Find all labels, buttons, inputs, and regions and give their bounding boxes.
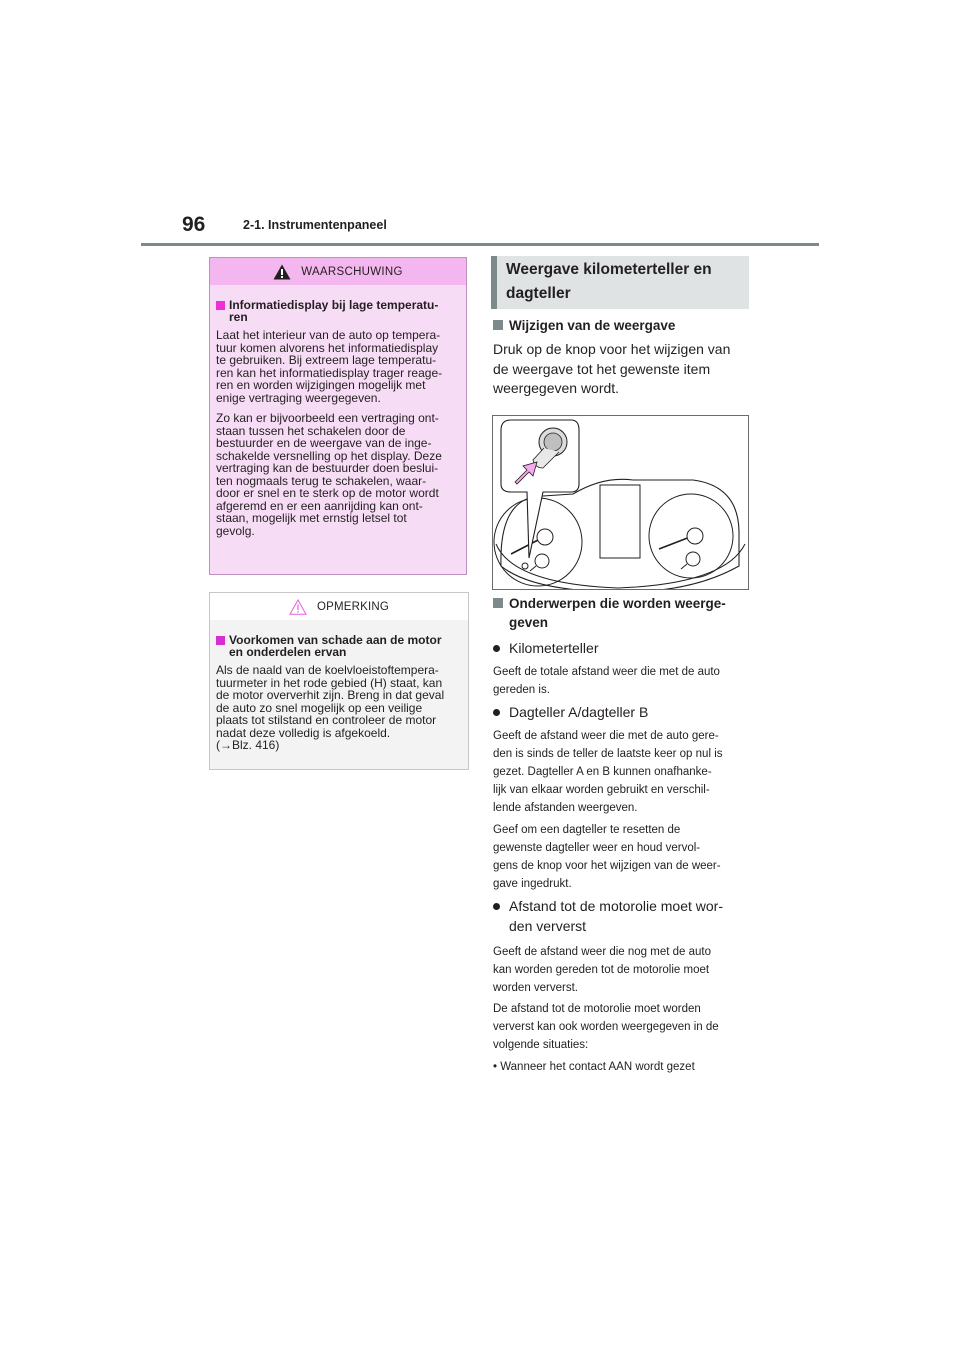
warning-subheading-text: Informatiedisplay bij lage temperatu- ren: [229, 298, 439, 324]
note-paragraph: Als de naald van de koelvloeistoftempera- tuurmeter in het rode gebied (H) staat, kan de motor oververhit zijn. Breng in dat geval de auto zo snel mogelijk op een veilige plaats tot stilstand en controleer de motor nadat deze volledig is afgekoeld. (→Blz. 416): [216, 663, 445, 752]
bullet-dot-icon: [493, 903, 500, 910]
item-label: Afstand tot de motorolie moet wor- den ververst: [509, 898, 723, 934]
item-oil-change: [493, 896, 723, 936]
header-divider: [141, 243, 819, 246]
warning-triangle-icon: [273, 264, 291, 280]
subheading-change-display: [493, 316, 675, 335]
item-label: Dagteller A/dagteller B: [509, 704, 649, 720]
warning-title: WAARSCHUWING: [301, 265, 403, 278]
warning-header: [210, 258, 466, 285]
warning-box: [209, 257, 467, 575]
note-header: [210, 593, 468, 620]
note-box: [209, 592, 469, 770]
square-bullet-icon: [216, 301, 225, 310]
item-odometer: [493, 638, 598, 658]
instruction-paragraph: Druk op de knop voor het wijzigen van de weergave tot het gewenste item weergegeven wordt.: [493, 341, 731, 396]
bullet-dot-icon: [493, 709, 500, 716]
square-bullet-icon: [493, 320, 503, 330]
subheading-text: Wijzigen van de weergave: [509, 318, 676, 333]
item-tripmeter: [493, 702, 648, 722]
tripmeter-description-1: Geeft de afstand weer die met de auto gere- den is sinds de teller de laatste keer op nul is gezet. Dagteller A en B kunnen onafhanke- lijk van elkaar worden gebruikt en verschil- lende afstanden weergeven.: [493, 730, 723, 814]
odometer-description: Geeft de totale afstand weer die met de auto gereden is.: [493, 666, 720, 696]
subheading-text: Onderwerpen die worden weerge- geven: [509, 596, 726, 630]
square-bullet-icon: [493, 598, 503, 608]
bullet-dot-icon: [493, 645, 500, 652]
page-number: 96: [182, 213, 206, 236]
warning-subheading: [216, 299, 460, 323]
instrument-cluster-illustration: [492, 415, 749, 590]
warning-paragraph-2: Zo kan er bijvoorbeeld een vertraging ont- staan tussen het schakelen door de bestuurder en de weergave van de inge- schakelde versnelling op het display. Deze vertraging kan de bestuurder doen beslui- ten nogmaals terug te schakelen, waar- door er snel en te sterk op de motor wordt afgeremd en er een aanrijding kan ont- staan, mogelijk met ernstig letsel tot gevolg.: [216, 411, 442, 538]
caution-triangle-icon: [289, 599, 307, 615]
note-subheading-text: Voorkomen van schade aan de motor en onderdelen ervan: [229, 633, 442, 659]
section-title: 2-1. Instrumentenpaneel: [243, 218, 387, 232]
square-bullet-icon: [216, 636, 225, 645]
list-item: • Wanneer het contact AAN wordt gezet: [493, 1061, 695, 1073]
note-title: OPMERKING: [316, 600, 390, 613]
warning-paragraph-1: Laat het interieur van de auto op tempera- tuur komen alvorens het informatiedisplay te gebruiken. Bij extreem lage temperatu- ren kan het informatiedisplay trager reage- ren en worden wijzigingen mogelijk met enige vertraging weergegeven.: [216, 328, 443, 405]
section-heading-text: Weergave kilometerteller en dagteller: [506, 261, 712, 302]
oil-description-1: Geeft de afstand weer die nog met de auto kan worden gereden tot de motorolie moet worden ververst.: [493, 946, 712, 994]
tripmeter-description-2: Geef om een dagteller te resetten de gewenste dagteller weer en houd vervol- gens de knop voor het wijzigen van de weer- gave ingedrukt.: [493, 824, 721, 890]
instrument-cluster-drawing: [493, 416, 748, 589]
item-label: Kilometerteller: [509, 640, 599, 656]
subheading-topics: [493, 594, 726, 632]
section-heading: [491, 256, 749, 309]
oil-description-2: De afstand tot de motorolie moet worden ververst kan ook worden weergegeven in de volgende situaties:: [493, 1003, 719, 1051]
note-subheading: [216, 634, 462, 658]
